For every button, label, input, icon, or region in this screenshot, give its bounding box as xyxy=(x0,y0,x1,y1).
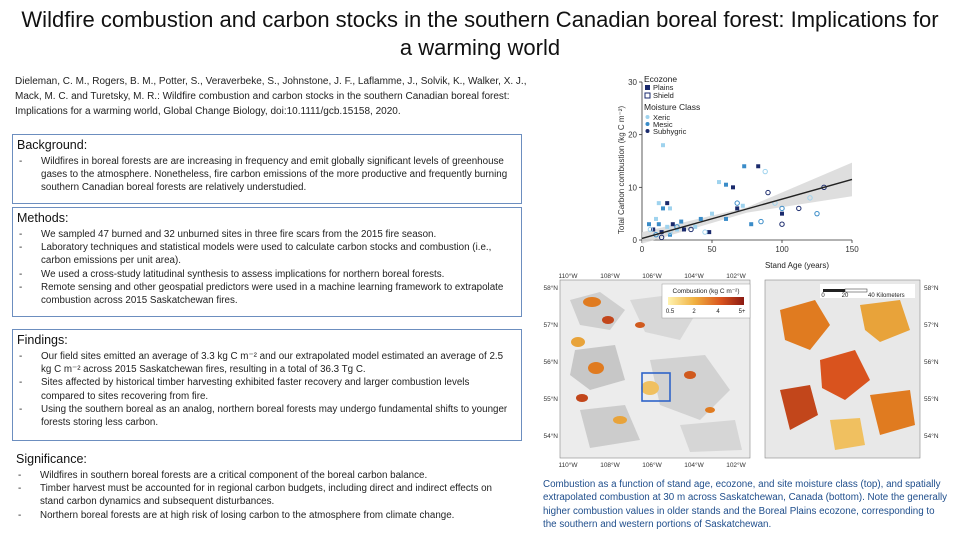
poster-title: Wildfire combustion and carbon stocks in the southern Canadian boreal forest: Implications for a warming world xyxy=(21,7,939,60)
map-latitude-left: 58°N xyxy=(543,285,558,292)
methods-item: - We used a cross-study latitudinal synthesis to assess implications for northern boreal forests. xyxy=(17,268,515,281)
legend-mesic-marker xyxy=(646,122,650,126)
map-top-longitude: 104°W xyxy=(684,273,704,280)
data-point-plains xyxy=(668,206,672,210)
colorbar-tick-label: 4 xyxy=(716,309,720,315)
data-point-plains xyxy=(682,227,686,231)
data-point-shield xyxy=(797,206,801,210)
methods-section xyxy=(12,207,522,317)
saskatchewan-combustion-map xyxy=(530,270,760,470)
data-point-plains xyxy=(707,230,711,234)
scale-bar-forty: 40 Kilometers xyxy=(868,293,905,299)
methods-item: - Remote sensing and other geospatial predictors were used in a machine learning framework to extrapolate combustion across 2015 Saskatchewan fires. xyxy=(17,281,515,307)
background-heading: Background: xyxy=(17,138,88,152)
x-tick-label: 150 xyxy=(845,245,859,254)
findings-item: - Using the southern boreal as an analog, northern boreal forests may undergo fundamental shifts to younger forests storing less carbon. xyxy=(17,403,515,429)
data-point-plains xyxy=(654,217,658,221)
map-latitude-right: 56°N xyxy=(924,359,939,366)
scale-bar xyxy=(820,284,915,299)
map-latitude-right: 55°N xyxy=(924,396,939,403)
map-bottom-longitude: 106°W xyxy=(642,462,662,469)
map-latitude-left: 55°N xyxy=(543,396,558,403)
map-latitude-left: 57°N xyxy=(543,322,558,329)
data-point-plains xyxy=(665,225,669,229)
legend-xeric-marker xyxy=(646,115,650,119)
data-point-plains xyxy=(749,222,753,226)
colorbar-tick-label: 0.5 xyxy=(665,309,675,315)
legend-shield-marker xyxy=(645,93,650,98)
scale-bar-twenty: 20 xyxy=(841,293,849,299)
data-point-plains xyxy=(679,220,683,224)
x-tick-label: 100 xyxy=(775,245,789,254)
colorbar-tick-label: 2 xyxy=(692,309,696,315)
y-tick-label: 10 xyxy=(628,183,637,193)
data-point-plains xyxy=(699,217,703,221)
y-tick-label: 0 xyxy=(632,236,637,245)
data-point-plains xyxy=(665,201,669,205)
background-item: - Wildfires in boreal forests are are increasing in frequency and emit globally significant levels of greenhouse gases to the atmosphere. Nonetheless, fire carbon emissions of the more productive and frequently burning southern Canadian boreal forests are relatively understudied. xyxy=(17,155,515,195)
data-point-plains xyxy=(731,185,735,189)
colorbar-legend xyxy=(662,284,750,318)
data-point-plains xyxy=(724,183,728,187)
citation: Dieleman, C. M., Rogers, B. M., Potter, S., Veraverbeke, S., Johnstone, J. F., Laflamme, J., Solvik, K., Walker, X. J., Mack, M. C. and Turetsky, M. R.: Wildfire combustion and carbon stocks in the southern Canadian boreal forest: Implications for a warming world, Global Change Biology, doi:10.1111/gcb.15158, 2020. xyxy=(15,76,527,117)
data-point-shield xyxy=(815,211,819,215)
legend-ecozone-title: Ecozone xyxy=(644,74,678,84)
zoomed-fire-map xyxy=(760,270,950,470)
map-top-longitude: 102°W xyxy=(726,273,746,280)
map-latitude-right: 58°N xyxy=(924,285,939,292)
map-latitude-right: 54°N xyxy=(924,433,939,440)
map-latitude-left: 56°N xyxy=(543,359,558,366)
x-axis-label: Stand Age (years) xyxy=(764,261,830,270)
figure-caption: Combustion as a function of stand age, ecozone, and site moisture class (top), and spatially extrapolated combustion at 30 m across Saskatchewan, Canada (bottom). Note the generally higher combustion values in older stands and the Boreal Plains ecozone, corresponding to the southern and western portions of Saskatchewan. xyxy=(543,479,948,531)
colorbar xyxy=(668,297,744,305)
map-top-longitude: 106°W xyxy=(642,273,662,280)
map-bottom-longitude: 108°W xyxy=(600,462,620,469)
methods-heading: Methods: xyxy=(17,211,69,225)
findings-item: - Our field sites emitted an average of 3.3 kg C m⁻² and our extrapolated model estimated an average of 2.5 kg C m⁻² across 2015 Saskatchewan fires, resulting in a total of 36.3 Tg C. xyxy=(17,350,515,376)
legend-xeric-label: Xeric xyxy=(653,113,671,122)
data-point-shield xyxy=(735,201,739,205)
significance-item: - Timber harvest must be accounted for in regional carbon budgets, including direct and indirect effects on stand carbon dynamics and subsequent disturbances. xyxy=(16,482,516,508)
map-latitude-right: 57°N xyxy=(924,322,939,329)
colorbar-title: Combustion (kg C m⁻²) xyxy=(672,288,740,295)
legend xyxy=(644,74,700,136)
data-point-plains xyxy=(742,164,746,168)
legend-mesic-label: Mesic xyxy=(653,120,673,129)
data-point-plains xyxy=(710,212,714,216)
data-point-plains xyxy=(661,206,665,210)
y-tick-label: 20 xyxy=(628,130,637,140)
significance-item: - Northern boreal forests are at high risk of losing carbon to the atmosphere from climate change. xyxy=(16,509,516,522)
y-tick-label: 30 xyxy=(628,78,637,87)
data-point-plains xyxy=(735,206,739,210)
data-point-plains xyxy=(661,143,665,147)
data-point-plains xyxy=(717,180,721,184)
legend-shield-label: Shield xyxy=(653,91,674,100)
scale-bar-zero: 0 xyxy=(821,293,825,299)
y-axis-label: Total Carbon combustion (kg C m⁻²) xyxy=(617,105,626,235)
findings-heading: Findings: xyxy=(17,333,68,347)
map-bottom-longitude: 102°W xyxy=(726,462,746,469)
data-point-plains xyxy=(693,225,697,229)
data-point-plains xyxy=(647,222,651,226)
data-point-plains xyxy=(657,222,661,226)
legend-subhygric-label: Subhygric xyxy=(653,127,687,136)
data-point-plains xyxy=(741,204,745,208)
legend-moisture-title: Moisture Class xyxy=(644,102,701,112)
significance-section xyxy=(12,452,522,522)
data-point-shield xyxy=(780,222,784,226)
methods-item: - Laboratory techniques and statistical models were used to calculate carbon stocks and combustion (i.e., carbon emissions per unit area). xyxy=(17,241,515,267)
map-latitude-left: 54°N xyxy=(543,433,558,440)
data-point-shield xyxy=(763,169,767,173)
data-point-shield xyxy=(759,219,763,223)
trend-line xyxy=(642,179,852,238)
x-tick-label: 0 xyxy=(639,245,645,254)
colorbar-tick-label: 5+ xyxy=(738,309,746,315)
data-point-plains xyxy=(671,222,675,226)
x-tick-label: 50 xyxy=(707,245,717,254)
findings-section xyxy=(12,329,522,441)
legend-plains-label: Plains xyxy=(653,83,674,92)
data-point-plains xyxy=(724,217,728,221)
map-bottom-longitude: 104°W xyxy=(684,462,704,469)
data-point-plains xyxy=(657,201,661,205)
map-top-longitude: 108°W xyxy=(600,273,620,280)
data-point-plains xyxy=(780,212,784,216)
combustion-scatter-chart xyxy=(612,72,872,272)
map-top-longitude: 110°W xyxy=(558,273,578,280)
legend-subhygric-marker xyxy=(646,129,650,133)
data-point-shield xyxy=(766,190,770,194)
map-bottom-longitude: 110°W xyxy=(558,462,578,469)
significance-heading: Significance: xyxy=(16,452,87,466)
data-point-plains xyxy=(756,164,760,168)
methods-item: - We sampled 47 burned and 32 unburned sites in three fire scars from the 2015 fire season. xyxy=(17,228,515,241)
significance-item: - Wildfires in southern boreal forests are a critical component of the boreal carbon balance. xyxy=(16,469,516,482)
legend-plains-marker xyxy=(645,85,650,90)
findings-item: - Sites affected by historical timber harvesting exhibited faster recovery and larger combustion levels compared to sites recovering from fire. xyxy=(17,376,515,402)
background-section xyxy=(12,134,522,204)
data-point-shield xyxy=(703,230,707,234)
confidence-band xyxy=(642,163,852,244)
